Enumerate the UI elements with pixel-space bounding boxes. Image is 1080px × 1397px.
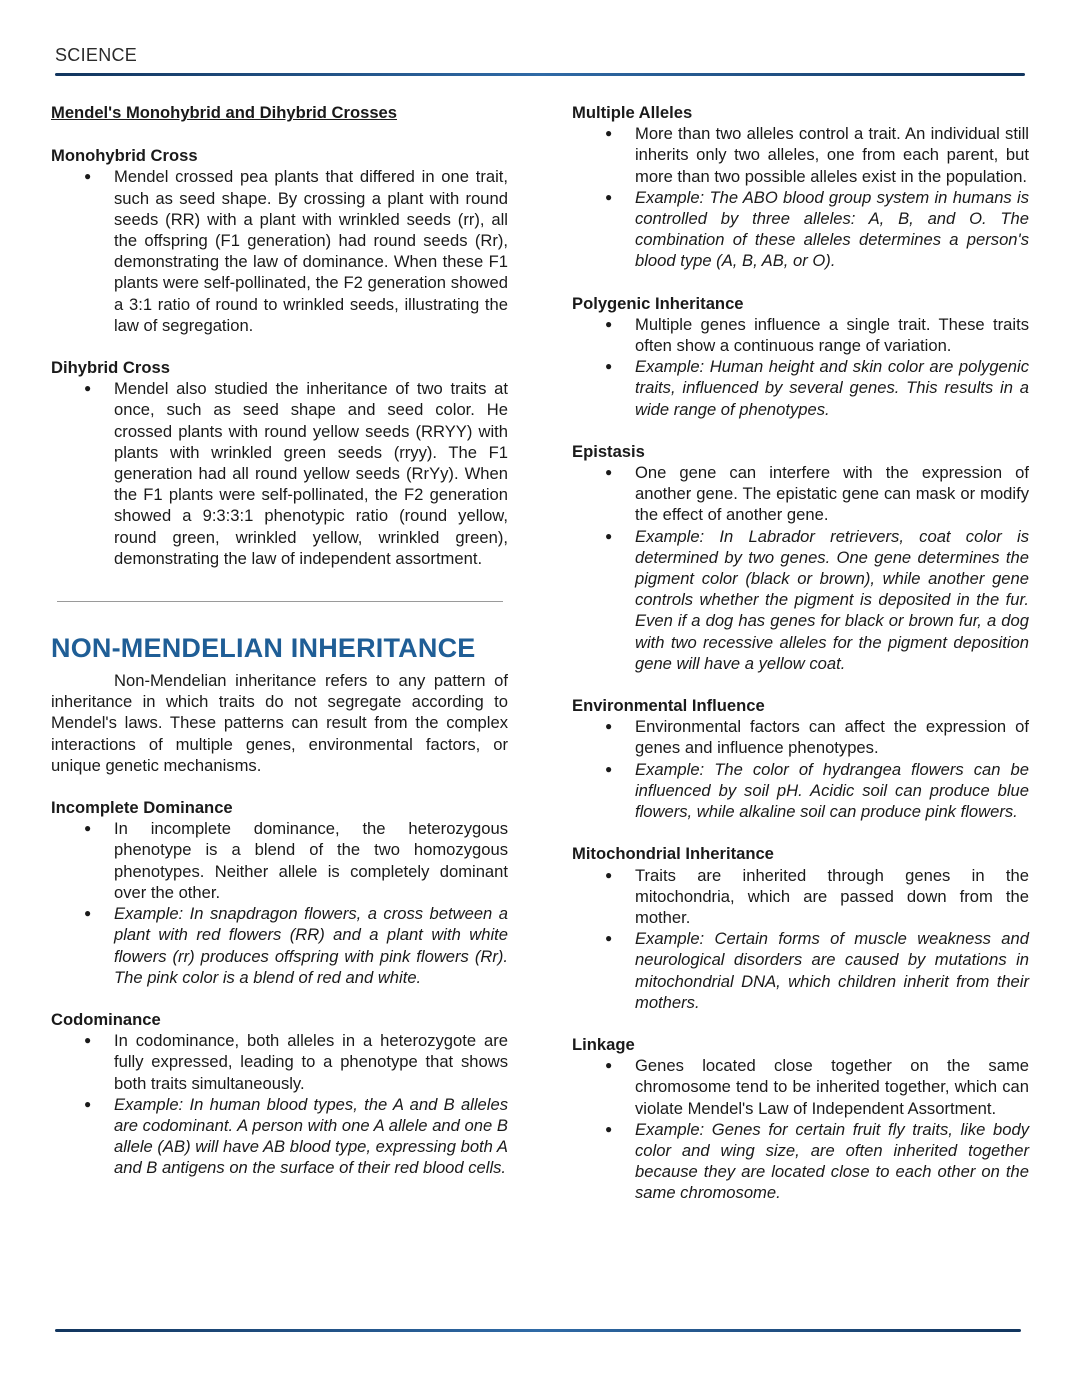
monohybrid-list [51, 166, 508, 336]
linkage-list [572, 1055, 1029, 1203]
heading-epistasis: Epistasis [572, 441, 645, 461]
heading-linkage: Linkage [572, 1034, 635, 1054]
list-item-example: ● Example: Human height and skin color are polygenic traits, influenced by several genes. This results in a wide range of phenotypes. [572, 356, 1029, 420]
list-item: ● One gene can interfere with the expression of another gene. The epistatic gene can mask or modify the effect of another gene. [572, 462, 1029, 526]
list-item: ● Multiple genes influence a single trait. These traits often show a continuous range of variation. [572, 314, 1029, 356]
left-column [51, 102, 508, 1179]
list-item: ● More than two alleles control a trait. An individual still inherits only two alleles, one from each parent, but more than two possible alleles exist in the population. [572, 123, 1029, 187]
heading-polygenic-inheritance: Polygenic Inheritance [572, 293, 744, 313]
list-item-example: ● Example: In snapdragon flowers, a cross between a plant with red flowers (RR) and a plant with white flowers (rr) produces offspring with pink flowers (Rr). The pink color is a blend of red and white. [51, 903, 508, 988]
list-item-example: ● Example: Certain forms of muscle weakness and neurological disorders are caused by mutations in mitochondrial DNA, which children inherit from their mothers. [572, 928, 1029, 1013]
non-mendelian-intro: Non-Mendelian inheritance refers to any pattern of inheritance in which traits do not segregate according to Mendel's laws. These patterns can result from the complex interactions of multiple genes, environmental factors, or unique genetic mechanisms. [51, 671, 508, 775]
dihybrid-list [51, 378, 508, 569]
environmental-list [572, 716, 1029, 822]
list-item: ● Mendel also studied the inheritance of two traits at once, such as seed shape and seed color. He crossed plants with round yellow seeds (RRYY) with plants with wrinkled green seeds (rryy). The F1 generation had all round yellow seeds (RrYy). When the F1 plants were self-pollinated, the F2 generation showed a 9:3:3:1 phenotypic ratio (round yellow, round green, wrinkled yellow, wrinkled green), demonstrating the law of independent assortment. [51, 378, 508, 569]
polygenic-list [572, 314, 1029, 420]
heading-multiple-alleles: Multiple Alleles [572, 103, 693, 122]
list-item-example: ● Example: Genes for certain fruit fly traits, like body color and wing size, are often inherited together because they are located close to each other on the same chromosome. [572, 1119, 1029, 1204]
page-header-label: SCIENCE [55, 45, 138, 65]
incomplete-dominance-list [51, 818, 508, 988]
heading-environmental-influence: Environmental Influence [572, 696, 765, 716]
heading-monohybrid-cross: Monohybrid Cross [51, 146, 198, 166]
heading-mitochondrial-inheritance: Mitochondrial Inheritance [572, 844, 774, 864]
list-item-example: ● Example: The ABO blood group system in humans is controlled by three alleles: A, B, and O. The combination of these alleles determines a person's blood type (A, B, AB, or O). [572, 187, 1029, 272]
footer-rule [55, 1329, 1021, 1332]
codominance-list [51, 1030, 508, 1178]
epistasis-list [572, 462, 1029, 674]
heading-dihybrid-cross: Dihybrid Cross [51, 358, 170, 378]
list-item-example: ● Example: In Labrador retrievers, coat color is determined by two genes. One gene determines the pigment color (black or brown), while another gene controls whether the pigment is deposited in the fur. Even if a dog has genes for black or brown fur, a dog with two recessive alleles for the pigment deposition gene will have a yellow coat. [572, 526, 1029, 674]
title-non-mendelian-inheritance: NON-MENDELIAN INHERITANCE [51, 633, 476, 664]
list-item: ● Environmental factors can affect the expression of genes and influence phenotypes. [572, 716, 1029, 758]
heading-incomplete-dominance: Incomplete Dominance [51, 798, 233, 818]
mitochondrial-list [572, 865, 1029, 1013]
list-item: ● In codominance, both alleles in a heterozygote are fully expressed, leading to a phenotype that shows both traits simultaneously. [51, 1030, 508, 1094]
list-item: ● Traits are inherited through genes in the mitochondria, which are passed down from the mother. [572, 865, 1029, 929]
heading-codominance: Codominance [51, 1009, 161, 1029]
list-item: ● Genes located close together on the same chromosome tend to be inherited together, which can violate Mendel's Law of Independent Assortment. [572, 1055, 1029, 1119]
section-divider [57, 601, 503, 602]
list-item-example: ● Example: The color of hydrangea flowers can be influenced by soil pH. Acidic soil can produce blue flowers, while alkaline soil can produce pink flowers. [572, 759, 1029, 823]
multiple-alleles-list [572, 123, 1029, 271]
right-column [572, 102, 1029, 1204]
section-title-mendel-crosses: Mendel's Monohybrid and Dihybrid Crosses [51, 103, 398, 122]
list-item-example: ● Example: In human blood types, the A and B alleles are codominant. A person with one A allele and one B allele (AB) will have AB blood type, expressing both A and B antigens on the surface of their red blood cells. [51, 1094, 508, 1179]
list-item: ● Mendel crossed pea plants that differed in one trait, such as seed shape. By crossing a plant with round seeds (RR) with a plant with wrinkled seeds (rr), all the offspring (F1 generation) had round seeds (Rr), demonstrating the law of dominance. When these F1 plants were self-pollinated, the F2 generation showed a 3:1 ratio of round to wrinkled seeds, illustrating the law of segregation. [51, 166, 508, 336]
header-rule [55, 73, 1025, 76]
list-item: ● In incomplete dominance, the heterozygous phenotype is a blend of the two homozygous phenotypes. Neither allele is completely dominant over the other. [51, 818, 508, 903]
